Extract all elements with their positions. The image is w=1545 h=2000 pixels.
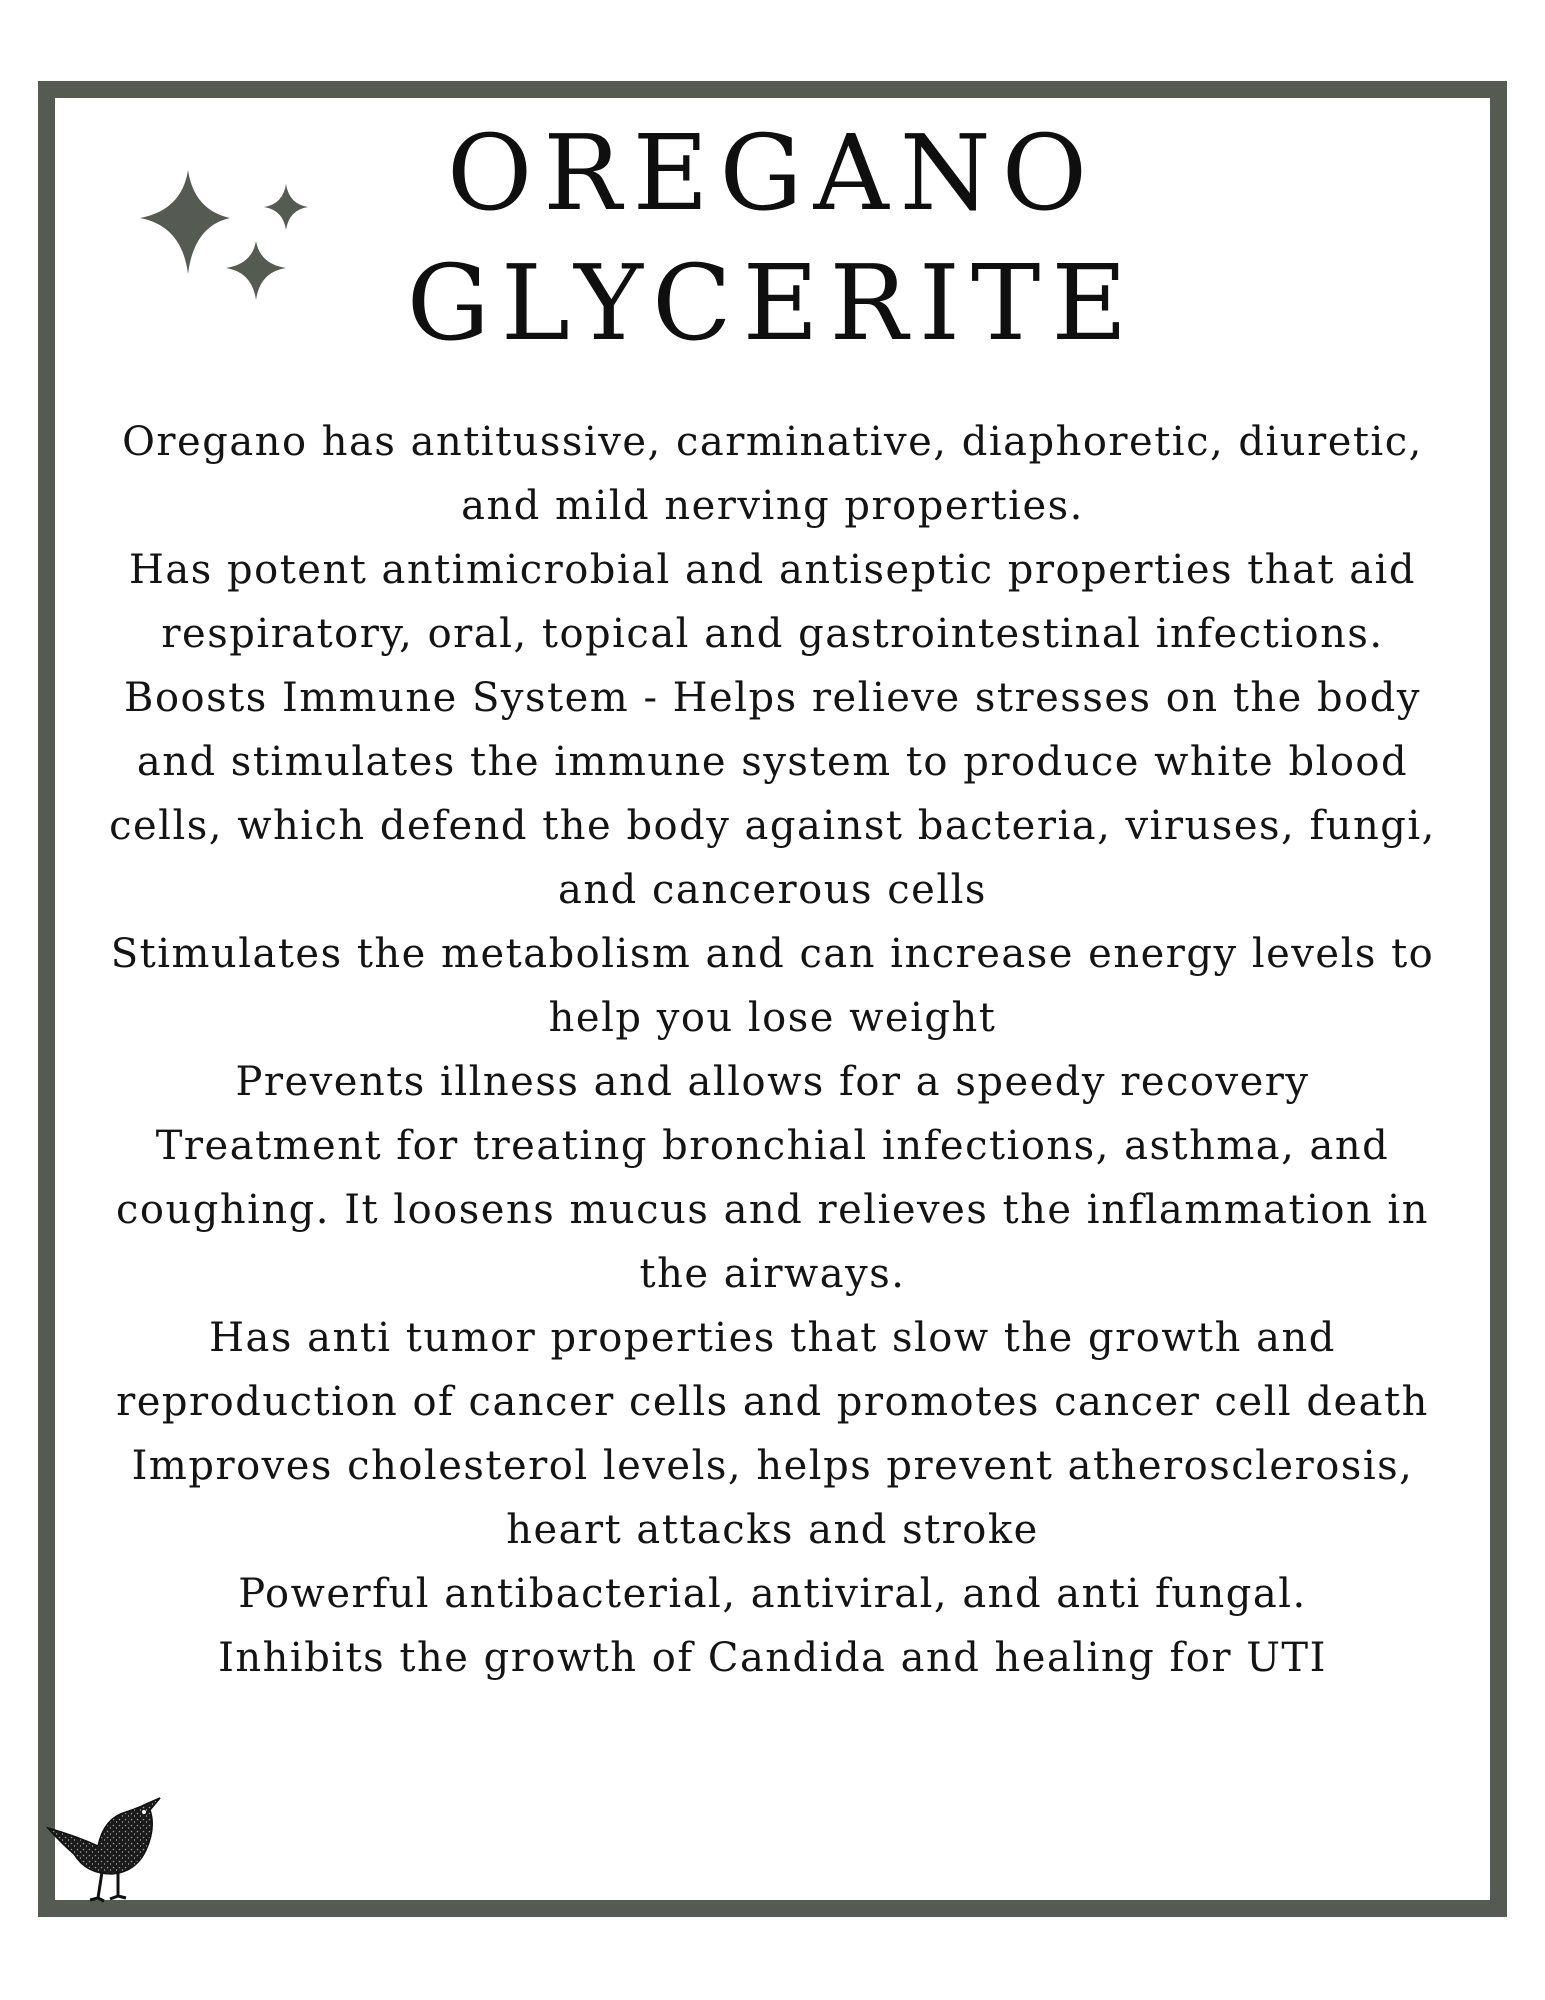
property-paragraph: Improves cholesterol levels, helps prevent atherosclerosis, heart attacks and stroke (131, 1443, 1414, 1553)
bird-icon (46, 1788, 166, 1908)
title-line-2: GLYCERITE (406, 242, 1139, 364)
property-paragraph: Has anti tumor properties that slow the growth and reproduction of cancer cells and promotes cancer cell death (116, 1315, 1429, 1425)
property-paragraph: Oregano has antitussive, carminative, diaphoretic, diuretic, and mild nerving properties. (122, 419, 1423, 529)
title-line-1: OREGANO (447, 112, 1098, 234)
property-paragraph: Powerful antibacterial, antiviral, and anti fungal. (238, 1571, 1307, 1617)
small-sparkle-bottom (226, 241, 286, 300)
sparkles-icon (138, 166, 313, 316)
property-paragraph: Stimulates the metabolism and can increase energy levels to help you lose weight (110, 931, 1435, 1041)
property-paragraph: Has potent antimicrobial and antiseptic properties that aid respiratory, oral, topical and gastrointestinal infections. (129, 547, 1416, 657)
property-paragraph: Boosts Immune System - Helps relieve stresses on the body and stimulates the immune system to produce white blood cells, which defend the body against bacteria, viruses, fungi, and cancerous cells (109, 675, 1436, 913)
property-paragraph: Treatment for treating bronchial infections, asthma, and coughing. It loosens mucus and relieves the inflammation in the airways. (116, 1123, 1429, 1297)
page-title (300, 108, 1245, 368)
property-paragraph: Inhibits the growth of Candida and healing for UTI (218, 1635, 1327, 1681)
property-paragraph: Prevents illness and allows for a speedy recovery (235, 1059, 1310, 1105)
large-sparkle (140, 170, 230, 274)
properties-list (90, 410, 1455, 1690)
